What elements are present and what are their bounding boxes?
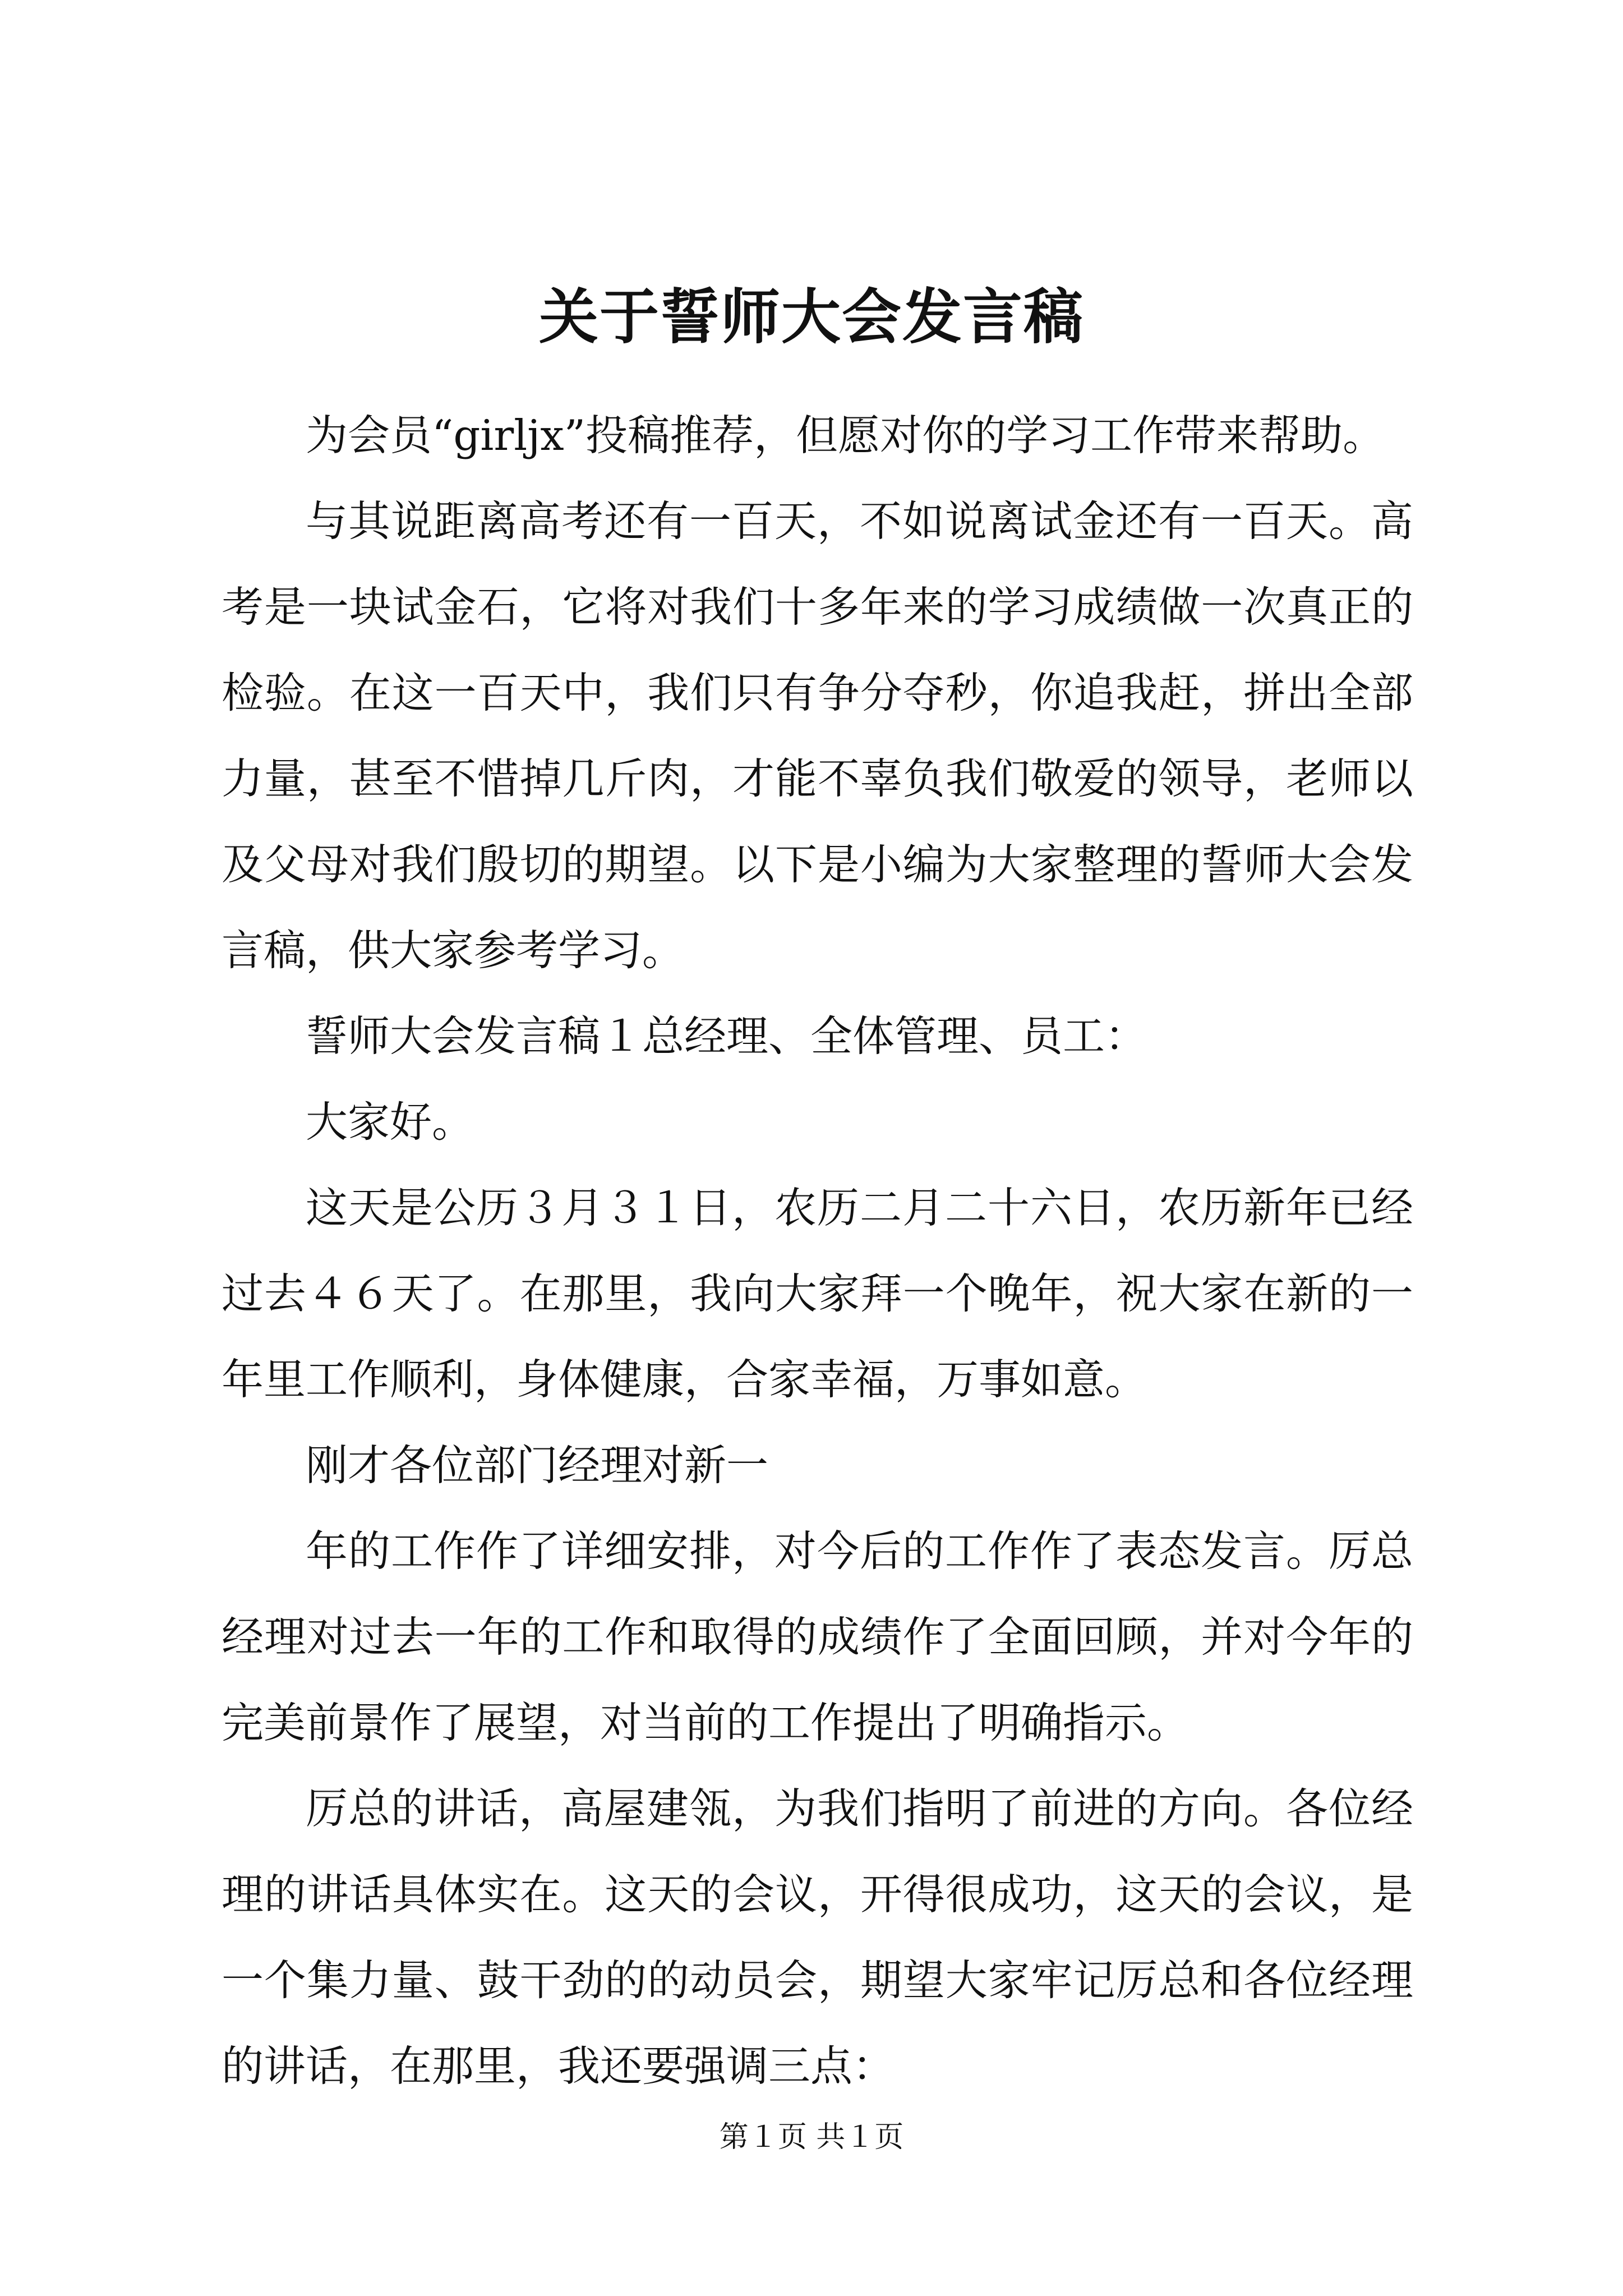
- paragraph-greeting: 大家好。: [306, 1097, 474, 1147]
- page-footer: 第１页 共１页: [719, 2120, 904, 2154]
- document-body: [222, 393, 1413, 2109]
- paragraph-opening: 与其说距离高考还有一百天，不如说离试金还有一百天。高考是一块试金石，它将对我们十多年来的学习成绩做一次真正的检验。在这一百天中，我们只有争分夺秒，你追我赶，拼出全部力量，甚至不惜掉几斤肉，才能不辜负我们敬爱的领导，老师以及父母对我们殷切的期望。以下是小编为大家整理的誓师大会发言稿，供大家参考学习。: [222, 496, 1413, 975]
- paragraph-intro: 为会员“girljx”投稿推荐，但愿对你的学习工作带来帮助。: [306, 411, 1385, 460]
- paragraph-speech-summary: 厉总的讲话，高屋建瓴，为我们指明了前进的方向。各位经理的讲话具体实在。这天的会议，开得很成功，这天的会议，是一个集力量、鼓干劲的的动员会，期望大家牢记厉总和各位经理的讲话，在那里，我还要强调三点：: [222, 1784, 1413, 2091]
- paragraph-speech-heading: 誓师大会发言稿１总经理、全体管理、员工：: [306, 1011, 1147, 1061]
- paragraph-date-wishes: 这天是公历３月３１日，农历二月二十六日，农历新年已经过去４６天了。在那里，我向大家拜一个晚年，祝大家在新的一年里工作顺利，身体健康，合家幸福，万事如意。: [222, 1183, 1413, 1404]
- document-title: 关于誓师大会发言稿: [539, 282, 1084, 352]
- paragraph-managers: 刚才各位部门经理对新一: [306, 1441, 769, 1490]
- paragraph-work-arrangements: 年的工作作了详细安排，对今后的工作作了表态发言。厉总经理对过去一年的工作和取得的成绩作了全面回顾，并对今年的完美前景作了展望，对当前的工作提出了明确指示。: [222, 1526, 1413, 1747]
